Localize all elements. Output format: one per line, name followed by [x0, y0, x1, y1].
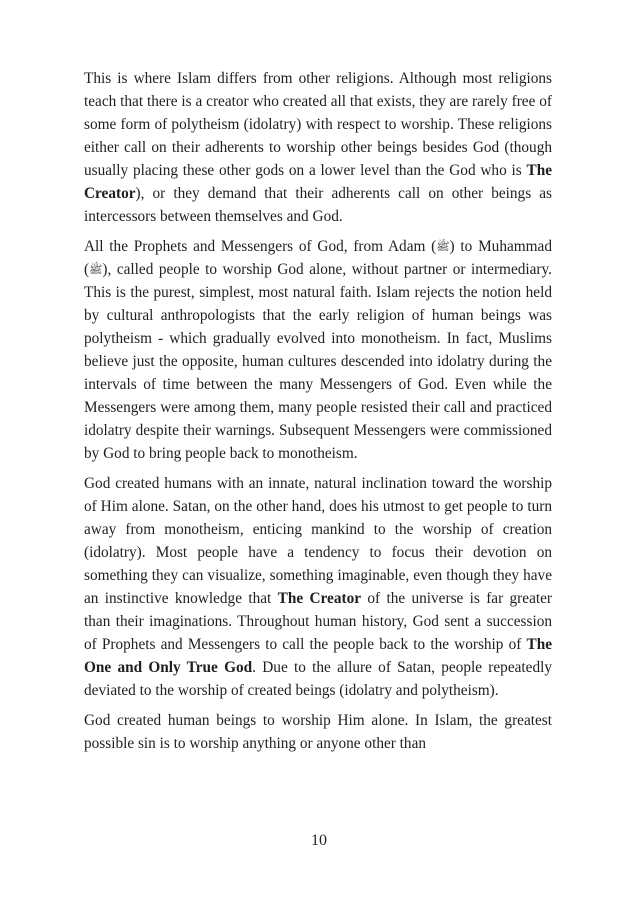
paragraph — [84, 67, 552, 228]
text-run: God created humans with an innate, natural inclination toward the worship of Him alone. Satan, on the other hand, does his utmost to get people to turn away from monotheism, enticing mankind to the worship of creation (idolatry). Most people have a tendency to focus their devotion on something they can visualize, something imaginable, even though they have an instinctive knowledge that — [84, 475, 552, 607]
paragraph — [84, 235, 552, 465]
text-run: of the universe is far greater than their imaginations. Throughout human history, God sent a succession of Prophets and Messengers to call the people back to the worship of — [84, 590, 552, 653]
text-run: ), called people to worship God alone, without partner or intermediary. This is the purest, simplest, most natural faith. Islam rejects the notion held by cultural anthropologists that the early religion of human beings was polytheism - which gradually evolved into monotheism. In fact, Muslims believe just the opposite, human cultures descended into idolatry during the intervals of time between the many Messengers of God. Even while the Messengers were among them, many people resisted their call and practiced idolatry despite their warnings. Subsequent Messengers were commissioned by God to bring people back to monotheism. — [84, 261, 552, 462]
honorific-glyph: ﷺ — [89, 263, 103, 276]
bold-text: The Creator — [277, 590, 362, 607]
text-run: God created human beings to worship Him alone. In Islam, the greatest possible sin is to worship anything or anyone other than — [84, 712, 552, 752]
text-run: ), or they demand that their adherents call on other beings as intercessors between themselves and God. — [84, 185, 552, 225]
page-body — [84, 67, 552, 762]
paragraph — [84, 472, 552, 702]
text-run: All the Prophets and Messengers of God, from Adam ( — [84, 238, 437, 255]
bold-text: The One and Only True God — [84, 636, 552, 676]
text-run: This is where Islam differs from other religions. Although most religions teach that there is a creator who created all that exists, they are rarely free of some form of polytheism (idolatry) with respect to worship. These religions either call on their adherents to worship other beings besides God (though usually placing these other gods on a lower level than the God who is — [84, 70, 552, 179]
text-run: . Due to the allure of Satan, people repeatedly deviated to the worship of created beings (idolatry and polytheism). — [84, 659, 552, 699]
bold-text: The Creator — [84, 162, 552, 202]
paragraph — [84, 709, 552, 755]
text-run: ) to Muhammad ( — [84, 238, 552, 278]
honorific-glyph: ﷺ — [436, 240, 450, 253]
page-number: 10 — [311, 832, 327, 849]
